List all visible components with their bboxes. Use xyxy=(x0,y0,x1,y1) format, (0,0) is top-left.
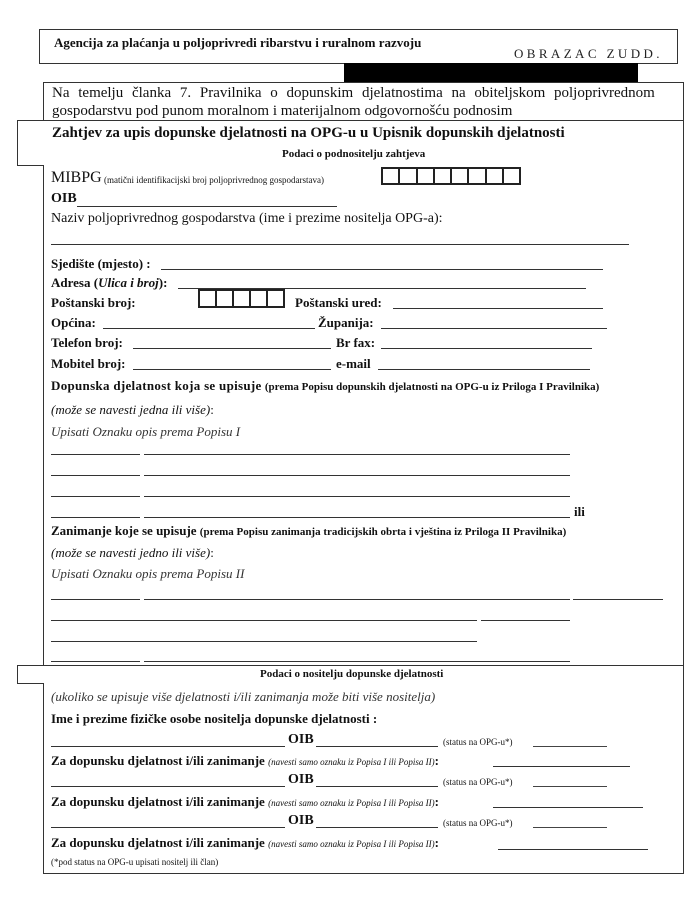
form-code: OBRAZAC ZUDD. xyxy=(514,46,663,61)
holder-1-status-line[interactable] xyxy=(533,746,607,747)
activity-desc-line-1[interactable] xyxy=(144,454,570,455)
occupation-note-suffix: : xyxy=(210,545,214,560)
mibpg-input-cells[interactable] xyxy=(381,167,521,185)
municipality-input-line[interactable] xyxy=(103,328,315,329)
form-title: Zahtjev za upis dopunske djelatnosti na OPG-u u Upisnik dopunskih djelatnosti xyxy=(52,125,565,141)
email-input-line[interactable] xyxy=(378,369,590,370)
holder-3-for-label xyxy=(51,836,439,849)
activity-note-text: (može se navesti jedna ili više) xyxy=(51,402,211,417)
activity-code-line-1[interactable] xyxy=(51,454,140,455)
farm-name-input-line[interactable] xyxy=(51,244,629,245)
phone-label: Telefon broj: xyxy=(51,335,123,350)
holder-2-for-label xyxy=(51,795,439,808)
occupation-note xyxy=(51,546,214,559)
holder-1-status-label: (status na OPG-u*) xyxy=(443,737,513,747)
address-label xyxy=(51,276,167,289)
holder-1-for-label xyxy=(51,754,439,767)
holder-3-oib-line[interactable] xyxy=(316,827,438,828)
activity-desc-line-4[interactable] xyxy=(144,517,570,518)
holder-note: (ukoliko se upisuje više djelatnosti i/ili zanimanja može biti više nositelja) xyxy=(51,689,436,704)
farm-name-label: Naziv poljoprivrednog gospodarstva (ime i prezime nositelja OPG-a): xyxy=(51,211,443,226)
holder-2-for-suffix: : xyxy=(434,794,439,809)
address-label-prefix: Adresa ( xyxy=(51,275,99,290)
occupation-desc-line-4[interactable] xyxy=(144,661,570,662)
activity-code-line-3[interactable] xyxy=(51,496,140,497)
holder-2-oib-label: OIB xyxy=(288,772,314,787)
holder-2-for-text: Za dopunsku djelatnost i/ili zanimanje xyxy=(51,794,265,809)
holder-2-for-hint: (navesti samo oznaku iz Popisa I ili Popisa II) xyxy=(268,798,435,808)
holder-2-activity-line[interactable] xyxy=(493,807,643,808)
county-input-line[interactable] xyxy=(381,328,607,329)
activity-desc-line-3[interactable] xyxy=(144,496,570,497)
holder-1-activity-line[interactable] xyxy=(493,766,630,767)
municipality-label: Općina: xyxy=(51,315,96,330)
section-applicant-title: Podaci o podnositelju zahtjeva xyxy=(282,148,426,160)
holder-3-for-text: Za dopunsku djelatnost i/ili zanimanje xyxy=(51,835,265,850)
occupation-desc-line-1[interactable] xyxy=(144,599,570,600)
fax-label: Br fax: xyxy=(336,335,376,350)
occupation-note-text: (može se navesti jedno ili više) xyxy=(51,545,211,560)
intro-line-2: gospodarstvu pod punom moralnom i materijalnom odgovornošću podnosim xyxy=(52,103,513,119)
occupation-desc-line-2[interactable] xyxy=(51,620,477,621)
holder-2-status-line[interactable] xyxy=(533,786,607,787)
activity-code-line-4[interactable] xyxy=(51,517,140,518)
occupation-desc-line-3[interactable] xyxy=(51,641,477,642)
section-holder-title: Podaci o nositelju dopunske djelatnosti xyxy=(260,668,444,680)
activity-heading-rest: (prema Popisu dopunskih djelatnosti na OPG-u iz Priloga I Pravilnika) xyxy=(264,381,600,393)
postal-code-input-cells[interactable] xyxy=(198,289,285,308)
holder-1-for-suffix: : xyxy=(434,753,439,768)
seat-label: Sjedište (mjesto) : xyxy=(51,256,151,271)
holder-2-status-label: (status na OPG-u*) xyxy=(443,777,513,787)
post-office-input-line[interactable] xyxy=(393,308,603,309)
intro-line-1: Na temelju članka 7. Pravilnika o dopunskim djelatnostima na obiteljskom poljoprivrednom xyxy=(52,85,655,101)
holder-1-oib-label: OIB xyxy=(288,732,314,747)
mibpg-hint: (matični identifikacijski broj poljoprivrednog gospodarstava) xyxy=(104,175,324,185)
address-label-suffix: ): xyxy=(158,275,168,290)
occupation-code-line-4[interactable] xyxy=(51,661,140,662)
redaction-bar xyxy=(344,63,638,82)
mobile-label: Mobitel broj: xyxy=(51,356,126,371)
occupation-extra-line-1[interactable] xyxy=(573,599,663,600)
holder-3-for-suffix: : xyxy=(434,835,439,850)
email-label: e-mail xyxy=(336,356,371,371)
activity-desc-line-2[interactable] xyxy=(144,475,570,476)
activity-note xyxy=(51,403,214,416)
holder-name-label: Ime i prezime fizičke osobe nositelja dopunske djelatnosti : xyxy=(51,711,378,726)
agency-name: Agencija za plaćanja u poljoprivredi ribarstvu i ruralnom razvoju xyxy=(54,35,422,50)
holder-3-status-label: (status na OPG-u*) xyxy=(443,818,513,828)
occupation-heading xyxy=(51,524,566,538)
post-office-label: Poštanski ured: xyxy=(295,295,382,310)
occupation-extra-line-2[interactable] xyxy=(481,620,570,621)
activity-code-line-2[interactable] xyxy=(51,475,140,476)
seat-input-line[interactable] xyxy=(161,269,603,270)
oib-input-line[interactable] xyxy=(77,206,337,207)
occupation-instruction: Upisati Oznaku opis prema Popisu II xyxy=(51,566,245,581)
activity-heading-bold: Dopunska djelatnost koja se upisuje xyxy=(51,378,262,393)
activity-heading xyxy=(51,379,599,393)
holder-3-name-line[interactable] xyxy=(51,827,285,828)
mobile-input-line[interactable] xyxy=(133,369,331,370)
occupation-heading-bold: Zanimanje koje se upisuje xyxy=(51,523,197,538)
holder-2-oib-line[interactable] xyxy=(316,786,438,787)
mibpg-label: MIBPG xyxy=(51,169,102,186)
holder-1-for-hint: (navesti samo oznaku iz Popisa I ili Popisa II) xyxy=(268,757,435,767)
occupation-heading-rest: (prema Popisu zanimanja tradicijskih obrta i vještina iz Priloga II Pravilnika) xyxy=(199,526,567,538)
activity-note-suffix: : xyxy=(210,402,214,417)
holder-2-name-line[interactable] xyxy=(51,786,285,787)
holder-1-oib-line[interactable] xyxy=(316,746,438,747)
holder-1-for-text: Za dopunsku djelatnost i/ili zanimanje xyxy=(51,753,265,768)
activity-instruction: Upisati Oznaku opis prema Popisu I xyxy=(51,424,241,439)
holder-3-status-line[interactable] xyxy=(533,827,607,828)
phone-input-line[interactable] xyxy=(133,348,331,349)
holder-3-for-hint: (navesti samo oznaku iz Popisa I ili Popisa II) xyxy=(268,839,435,849)
holder-3-activity-line[interactable] xyxy=(498,849,648,850)
status-footnote: (*pod status na OPG-u upisati nositelj ili član) xyxy=(51,857,219,867)
address-label-italic: Ulica i broj xyxy=(98,275,159,290)
fax-input-line[interactable] xyxy=(381,348,592,349)
holder-1-name-line[interactable] xyxy=(51,746,285,747)
occupation-code-line-1[interactable] xyxy=(51,599,140,600)
or-label: ili xyxy=(574,504,585,519)
holder-3-oib-label: OIB xyxy=(288,813,314,828)
oib-label: OIB xyxy=(51,191,77,206)
postal-code-label: Poštanski broj: xyxy=(51,295,136,310)
county-label: Županija: xyxy=(318,315,374,330)
